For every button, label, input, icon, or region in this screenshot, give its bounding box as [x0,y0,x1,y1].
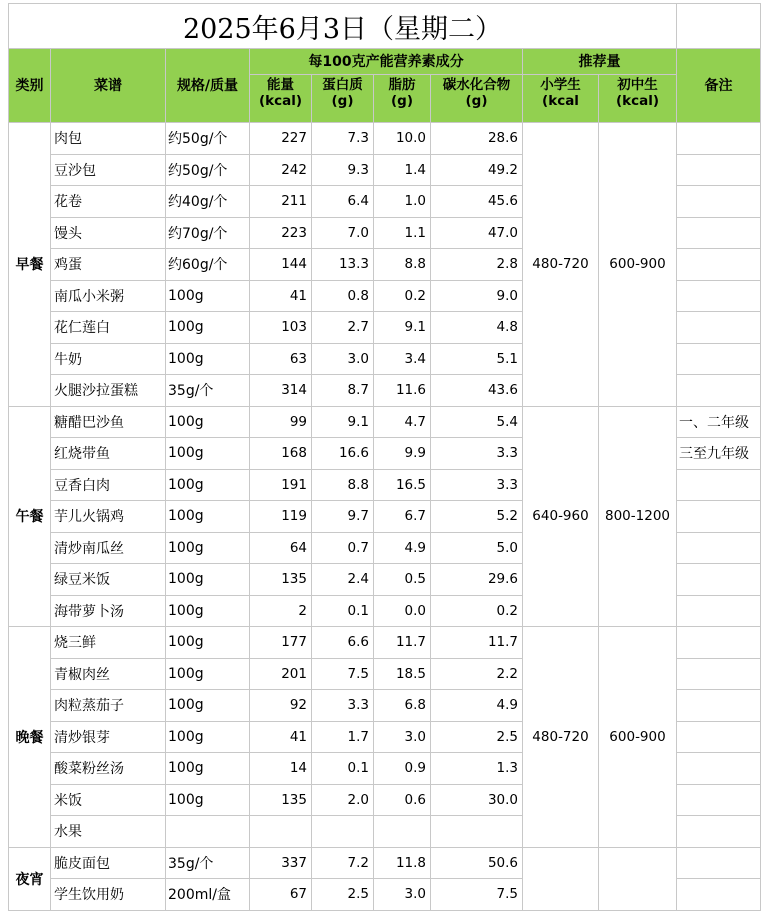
header-middle-unit: (kcal) [615,93,660,109]
dish-cell: 清炒南瓜丝 [51,532,166,564]
note-cell [677,627,761,659]
page-title: 2025年6月3日（星期二） [9,4,677,49]
energy-cell: 242 [250,154,312,186]
fat-cell: 8.8 [374,249,431,281]
spec-cell: 35g/个 [166,375,250,407]
dish-cell: 牛奶 [51,343,166,375]
energy-cell: 191 [250,469,312,501]
carbs-cell: 9.0 [431,280,523,312]
energy-cell: 314 [250,375,312,407]
carbs-cell: 49.2 [431,154,523,186]
fat-cell: 11.7 [374,627,431,659]
fat-cell: 0.2 [374,280,431,312]
header-protein [312,75,374,123]
primary-recommended-cell: 480-720 [523,123,599,407]
fat-cell: 9.1 [374,312,431,344]
protein-cell: 0.1 [312,595,374,627]
energy-cell: 211 [250,186,312,218]
primary-recommended-cell [523,847,599,910]
energy-cell: 168 [250,438,312,470]
protein-cell: 7.5 [312,658,374,690]
carbs-cell: 29.6 [431,564,523,596]
protein-cell: 3.0 [312,343,374,375]
energy-cell: 223 [250,217,312,249]
header-spec: 规格/质量 [166,49,250,123]
note-cell [677,249,761,281]
dish-cell: 南瓜小米粥 [51,280,166,312]
energy-cell: 103 [250,312,312,344]
nutrition-table [8,3,761,911]
spec-cell: 100g [166,469,250,501]
category-cell: 夜宵 [9,847,51,910]
note-cell [677,375,761,407]
carbs-cell: 3.3 [431,469,523,501]
fat-cell: 0.0 [374,595,431,627]
header-recommended: 推荐量 [523,49,677,75]
note-cell [677,690,761,722]
energy-cell: 41 [250,280,312,312]
category-cell: 午餐 [9,406,51,627]
note-cell [677,312,761,344]
dish-cell: 馒头 [51,217,166,249]
note-cell [677,784,761,816]
header-middle-label: 初中生 [617,77,658,93]
energy-cell: 201 [250,658,312,690]
table-row [9,847,761,879]
header-fat-unit: (g) [390,93,413,109]
energy-cell: 2 [250,595,312,627]
carbs-cell: 4.8 [431,312,523,344]
header-fat [374,75,431,123]
category-cell: 晚餐 [9,627,51,848]
protein-cell [312,816,374,848]
protein-cell: 6.6 [312,627,374,659]
spec-cell: 100g [166,564,250,596]
middle-recommended-cell: 600-900 [599,123,677,407]
protein-cell: 2.0 [312,784,374,816]
protein-cell: 7.0 [312,217,374,249]
header-energy [250,75,312,123]
carbs-cell: 11.7 [431,627,523,659]
note-cell [677,658,761,690]
header-primary-label: 小学生 [540,77,581,93]
protein-cell: 2.7 [312,312,374,344]
carbs-cell: 5.4 [431,406,523,438]
energy-cell: 14 [250,753,312,785]
middle-recommended-cell: 800-1200 [599,406,677,627]
dish-cell: 糖醋巴沙鱼 [51,406,166,438]
fat-cell: 0.9 [374,753,431,785]
table-row [9,627,761,659]
middle-recommended-cell: 600-900 [599,627,677,848]
protein-cell: 7.3 [312,123,374,155]
header-carbs [431,75,523,123]
protein-cell: 0.1 [312,753,374,785]
dish-cell: 学生饮用奶 [51,879,166,911]
carbs-cell [431,816,523,848]
dish-cell: 烧三鲜 [51,627,166,659]
header-middle [599,75,677,123]
energy-cell: 92 [250,690,312,722]
spec-cell: 100g [166,784,250,816]
dish-cell: 海带萝卜汤 [51,595,166,627]
spec-cell: 约40g/个 [166,186,250,218]
fat-cell: 3.0 [374,721,431,753]
fat-cell: 10.0 [374,123,431,155]
note-cell: 三至九年级 [677,438,761,470]
protein-cell: 3.3 [312,690,374,722]
table-row [9,123,761,155]
protein-cell: 2.5 [312,879,374,911]
note-cell [677,721,761,753]
protein-cell: 6.4 [312,186,374,218]
energy-cell: 177 [250,627,312,659]
carbs-cell: 30.0 [431,784,523,816]
dish-cell: 肉粒蒸茄子 [51,690,166,722]
header-primary-unit: (kcal [542,93,579,109]
header-dish: 菜谱 [51,49,166,123]
note-cell [677,469,761,501]
energy-cell: 41 [250,721,312,753]
category-cell: 早餐 [9,123,51,407]
carbs-cell: 5.0 [431,532,523,564]
spec-cell: 100g [166,343,250,375]
fat-cell: 4.7 [374,406,431,438]
dish-cell: 脆皮面包 [51,847,166,879]
protein-cell: 7.2 [312,847,374,879]
carbs-cell: 7.5 [431,879,523,911]
spec-cell: 100g [166,690,250,722]
spec-cell: 约50g/个 [166,123,250,155]
note-cell [677,595,761,627]
energy-cell: 67 [250,879,312,911]
header-fat-label: 脂肪 [388,77,416,93]
note-cell [677,154,761,186]
middle-recommended-cell [599,847,677,910]
carbs-cell: 1.3 [431,753,523,785]
protein-cell: 16.6 [312,438,374,470]
fat-cell: 6.8 [374,690,431,722]
note-cell [677,123,761,155]
note-cell [677,217,761,249]
header-protein-unit: (g) [331,93,354,109]
spec-cell: 100g [166,438,250,470]
note-cell [677,280,761,312]
spec-cell: 200ml/盒 [166,879,250,911]
header-carbs-label: 碳水化合物 [442,77,511,93]
dish-cell: 肉包 [51,123,166,155]
dish-cell: 花仁莲白 [51,312,166,344]
header-primary [523,75,599,123]
header-nutrition-group: 每100克产能营养素成分 [250,49,523,75]
energy-cell: 99 [250,406,312,438]
note-cell [677,501,761,533]
fat-cell [374,816,431,848]
protein-cell: 9.7 [312,501,374,533]
protein-cell: 8.7 [312,375,374,407]
protein-cell: 9.1 [312,406,374,438]
spec-cell: 100g [166,501,250,533]
dish-cell: 鸡蛋 [51,249,166,281]
energy-cell: 144 [250,249,312,281]
carbs-cell: 3.3 [431,438,523,470]
fat-cell: 1.1 [374,217,431,249]
energy-cell: 63 [250,343,312,375]
carbs-cell: 28.6 [431,123,523,155]
carbs-cell: 2.5 [431,721,523,753]
note-cell [677,816,761,848]
primary-recommended-cell: 480-720 [523,627,599,848]
fat-cell: 4.9 [374,532,431,564]
menu-sheet [8,3,761,911]
dish-cell: 红烧带鱼 [51,438,166,470]
carbs-cell: 5.2 [431,501,523,533]
spec-cell: 100g [166,658,250,690]
energy-cell: 119 [250,501,312,533]
note-cell [677,753,761,785]
dish-cell: 芋儿火锅鸡 [51,501,166,533]
dish-cell: 豆沙包 [51,154,166,186]
dish-cell: 青椒肉丝 [51,658,166,690]
primary-recommended-cell: 640-960 [523,406,599,627]
carbs-cell: 43.6 [431,375,523,407]
spec-cell: 100g [166,721,250,753]
carbs-cell: 47.0 [431,217,523,249]
dish-cell: 水果 [51,816,166,848]
dish-cell: 酸菜粉丝汤 [51,753,166,785]
header-energy-label: 能量 [267,77,294,93]
spec-cell: 约70g/个 [166,217,250,249]
energy-cell: 337 [250,847,312,879]
note-cell [677,343,761,375]
dish-cell: 花卷 [51,186,166,218]
dish-cell: 豆香白肉 [51,469,166,501]
protein-cell: 8.8 [312,469,374,501]
protein-cell: 13.3 [312,249,374,281]
note-cell [677,532,761,564]
spec-cell: 100g [166,312,250,344]
fat-cell: 11.6 [374,375,431,407]
carbs-cell: 50.6 [431,847,523,879]
protein-cell: 0.8 [312,280,374,312]
carbs-cell: 5.1 [431,343,523,375]
fat-cell: 11.8 [374,847,431,879]
table-row [9,406,761,438]
fat-cell: 3.0 [374,879,431,911]
spec-cell: 100g [166,595,250,627]
header-protein-label: 蛋白质 [322,77,363,93]
note-cell [677,847,761,879]
spec-cell: 100g [166,532,250,564]
spec-cell: 100g [166,753,250,785]
protein-cell: 2.4 [312,564,374,596]
energy-cell: 135 [250,564,312,596]
carbs-cell: 0.2 [431,595,523,627]
energy-cell: 135 [250,784,312,816]
header-energy-unit: (kcal) [258,93,303,109]
fat-cell: 18.5 [374,658,431,690]
carbs-cell: 45.6 [431,186,523,218]
fat-cell: 6.7 [374,501,431,533]
protein-cell: 9.3 [312,154,374,186]
spec-cell: 100g [166,406,250,438]
carbs-cell: 2.8 [431,249,523,281]
dish-cell: 米饭 [51,784,166,816]
note-cell [677,564,761,596]
spec-cell [166,816,250,848]
fat-cell: 0.6 [374,784,431,816]
spec-cell: 100g [166,627,250,659]
spec-cell: 约60g/个 [166,249,250,281]
note-cell [677,186,761,218]
dish-cell: 绿豆米饭 [51,564,166,596]
spec-cell: 100g [166,280,250,312]
fat-cell: 1.4 [374,154,431,186]
fat-cell: 3.4 [374,343,431,375]
spec-cell: 约50g/个 [166,154,250,186]
note-cell: 一、二年级 [677,406,761,438]
dish-cell: 火腿沙拉蛋糕 [51,375,166,407]
energy-cell: 227 [250,123,312,155]
protein-cell: 0.7 [312,532,374,564]
fat-cell: 0.5 [374,564,431,596]
energy-cell: 64 [250,532,312,564]
header-category: 类别 [9,49,51,123]
carbs-cell: 2.2 [431,658,523,690]
energy-cell [250,816,312,848]
spec-cell: 35g/个 [166,847,250,879]
header-notes: 备注 [677,49,761,123]
carbs-cell: 4.9 [431,690,523,722]
fat-cell: 1.0 [374,186,431,218]
protein-cell: 1.7 [312,721,374,753]
header-carbs-unit: (g) [465,93,488,109]
note-cell [677,879,761,911]
dish-cell: 清炒银芽 [51,721,166,753]
fat-cell: 9.9 [374,438,431,470]
fat-cell: 16.5 [374,469,431,501]
